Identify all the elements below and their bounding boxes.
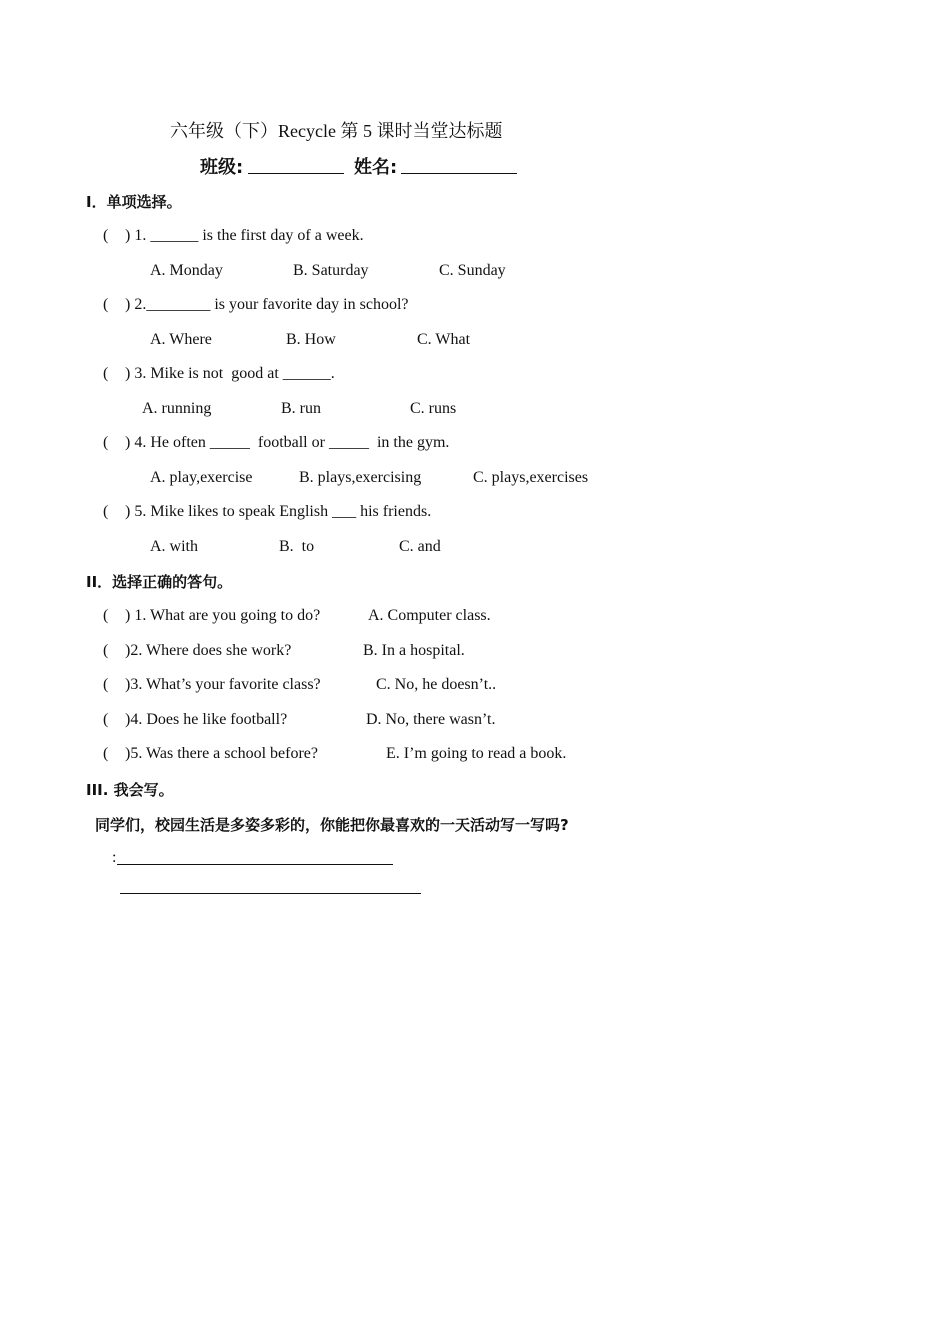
match-question: )4. Does he like football? — [125, 711, 288, 728]
option-a: A. Where — [150, 331, 212, 348]
match-question: ) 1. What are you going to do? — [125, 607, 321, 624]
page-title: 六年级（下）Recycle 第 5 课时当堂达标题 — [170, 121, 503, 141]
option-b: B. Saturday — [293, 262, 369, 279]
answer-paren: ( — [103, 434, 109, 451]
question-stem: ) 2.________ is your favorite day in school? — [125, 296, 409, 313]
option-b: B. to — [279, 538, 315, 555]
answer-paren: ( — [103, 642, 109, 659]
answer-paren: ( — [103, 365, 109, 382]
question-stem: ) 4. He often _____ football or _____ in the gym. — [125, 434, 450, 451]
match-question: )3. What’s your favorite class? — [125, 676, 321, 693]
section-3-heading: III. 我会写。 — [86, 781, 174, 799]
option-c: C. runs — [410, 400, 457, 417]
option-c: C. and — [399, 538, 441, 555]
answer-paren: ( — [103, 676, 109, 693]
writing-prompt: 同学们，校园生活是多姿多彩的，你能把你最喜欢的一天活动写一写吗? — [95, 816, 569, 834]
writing-line[interactable] — [117, 864, 393, 865]
match-question: )2. Where does she work? — [125, 642, 292, 659]
option-a: A. with — [150, 538, 198, 555]
writing-line[interactable] — [120, 893, 421, 894]
option-b: B. run — [281, 400, 321, 417]
match-answer: B. In a hospital. — [363, 642, 465, 659]
option-a: A. play,exercise — [150, 469, 253, 486]
option-c: C. What — [417, 331, 471, 348]
option-b: B. How — [286, 331, 336, 348]
answer-paren: ( — [103, 711, 109, 728]
writing-colon: : — [112, 849, 117, 866]
option-c: C. plays,exercises — [473, 469, 589, 486]
match-question: )5. Was there a school before? — [125, 745, 318, 762]
match-answer: A. Computer class. — [368, 607, 491, 624]
name-label: 姓名: — [354, 157, 398, 178]
name-blank[interactable] — [401, 173, 517, 174]
section-2-heading: II．选择正确的答句。 — [86, 573, 233, 591]
answer-paren: ( — [103, 503, 109, 520]
question-stem: ) 1. ______ is the first day of a week. — [125, 227, 364, 244]
option-b: B. plays,exercising — [299, 469, 422, 486]
question-stem: ) 3. Mike is not good at ______. — [125, 365, 335, 382]
section-1-heading: I．单项选择。 — [86, 193, 182, 211]
match-answer: C. No, he doesn’t.. — [376, 676, 497, 693]
answer-paren: ( — [103, 607, 109, 624]
match-answer: E. I’m going to read a book. — [386, 745, 567, 762]
question-stem: ) 5. Mike likes to speak English ___ his friends. — [125, 503, 432, 520]
class-label: 班级: — [200, 157, 244, 178]
answer-paren: ( — [103, 296, 109, 313]
answer-paren: ( — [103, 227, 109, 244]
answer-paren: ( — [103, 745, 109, 762]
option-a: A. running — [142, 400, 212, 417]
match-answer: D. No, there wasn’t. — [366, 711, 496, 728]
option-c: C. Sunday — [439, 262, 506, 279]
option-a: A. Monday — [150, 262, 223, 279]
class-blank[interactable] — [248, 173, 344, 174]
